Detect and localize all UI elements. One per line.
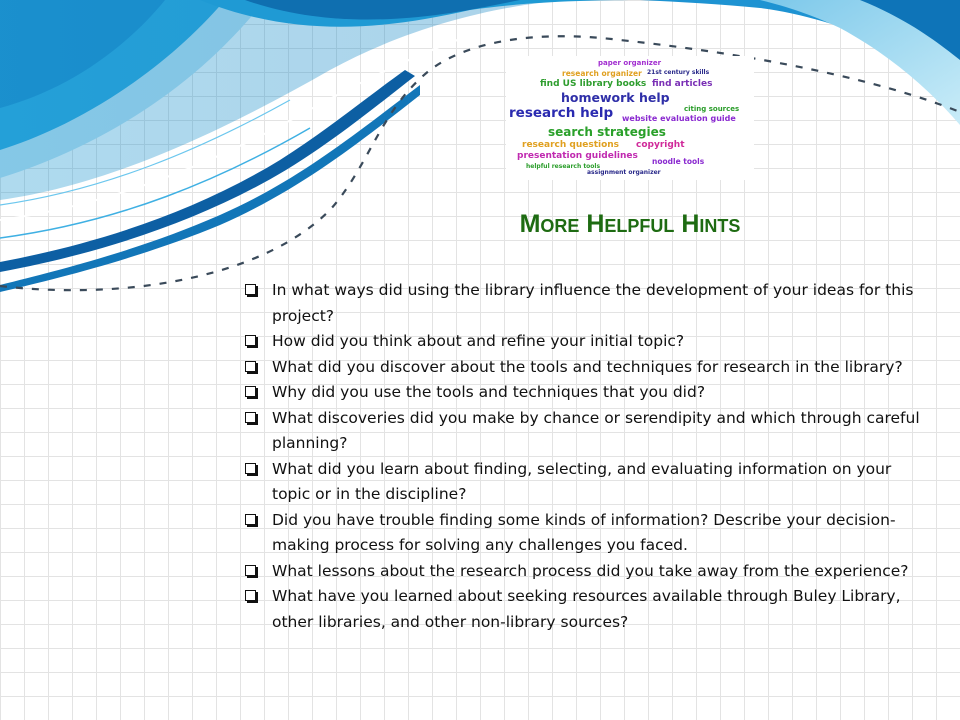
word-cloud-word: helpful research tools: [526, 163, 601, 170]
list-item: [244, 355, 924, 381]
word-cloud-word: presentation guidelines: [517, 151, 638, 161]
word-cloud-word: research questions: [522, 140, 620, 150]
hint-text: What have you learned about seeking resources available through Buley Library, other libraries, and other non-library sources?: [272, 587, 901, 631]
word-cloud-image: [506, 56, 754, 180]
checkbox-bullet-icon: [245, 386, 256, 397]
checkbox-bullet-icon: [245, 361, 256, 372]
word-cloud-word: research organizer: [562, 69, 642, 78]
hint-text: Why did you use the tools and techniques that you did?: [272, 383, 706, 401]
word-cloud-word: paper organizer: [598, 59, 662, 67]
list-item: [244, 584, 924, 635]
hint-text: Did you have trouble finding some kinds of information? Describe your decision-making process for solving any challenges you faced.: [272, 510, 896, 554]
word-cloud-word: search strategies: [548, 125, 666, 139]
word-cloud-word: 21st century skills: [647, 69, 710, 76]
hint-text: What lessons about the research process did you take away from the experience?: [272, 561, 909, 580]
checkbox-bullet-icon: [245, 284, 256, 295]
checkbox-bullet-icon: [245, 463, 256, 474]
list-item: [244, 457, 924, 508]
hint-list: [244, 278, 924, 635]
word-cloud-word: homework help: [561, 90, 670, 105]
checkbox-bullet-icon: [245, 565, 256, 576]
word-cloud-word: copyright: [636, 140, 685, 150]
hint-text: What did you discover about the tools and techniques for research in the library?: [272, 357, 903, 376]
list-item: [244, 508, 924, 559]
list-item: [244, 559, 924, 585]
blue-wave-decoration: [0, 0, 960, 300]
page-title: More Helpful Hints: [519, 210, 741, 238]
checkbox-bullet-icon: [245, 335, 256, 346]
word-cloud-word: website evaluation guide: [622, 114, 736, 123]
list-item: [244, 329, 924, 355]
list-item: [244, 406, 924, 457]
word-cloud-word: noodle tools: [652, 157, 705, 166]
hint-text: What discoveries did you make by chance or serendipity and which through careful planning?: [272, 408, 920, 452]
checkbox-bullet-icon: [245, 412, 256, 423]
list-item: [244, 380, 924, 406]
word-cloud-word: research help: [509, 105, 614, 121]
word-cloud-word: find articles: [652, 79, 713, 89]
word-cloud-word: citing sources: [684, 105, 740, 113]
word-cloud-word: assignment organizer: [587, 169, 661, 176]
list-item: [244, 278, 924, 329]
hint-text: How did you think about and refine your initial topic?: [272, 332, 685, 350]
hint-text: In what ways did using the library influence the development of your ideas for this project?: [272, 281, 914, 325]
checkbox-bullet-icon: [245, 590, 256, 601]
word-cloud-word: find US library books: [540, 79, 647, 89]
checkbox-bullet-icon: [245, 514, 256, 525]
hint-text: What did you learn about finding, selecting, and evaluating information on your topic or in the discipline?: [272, 459, 892, 503]
